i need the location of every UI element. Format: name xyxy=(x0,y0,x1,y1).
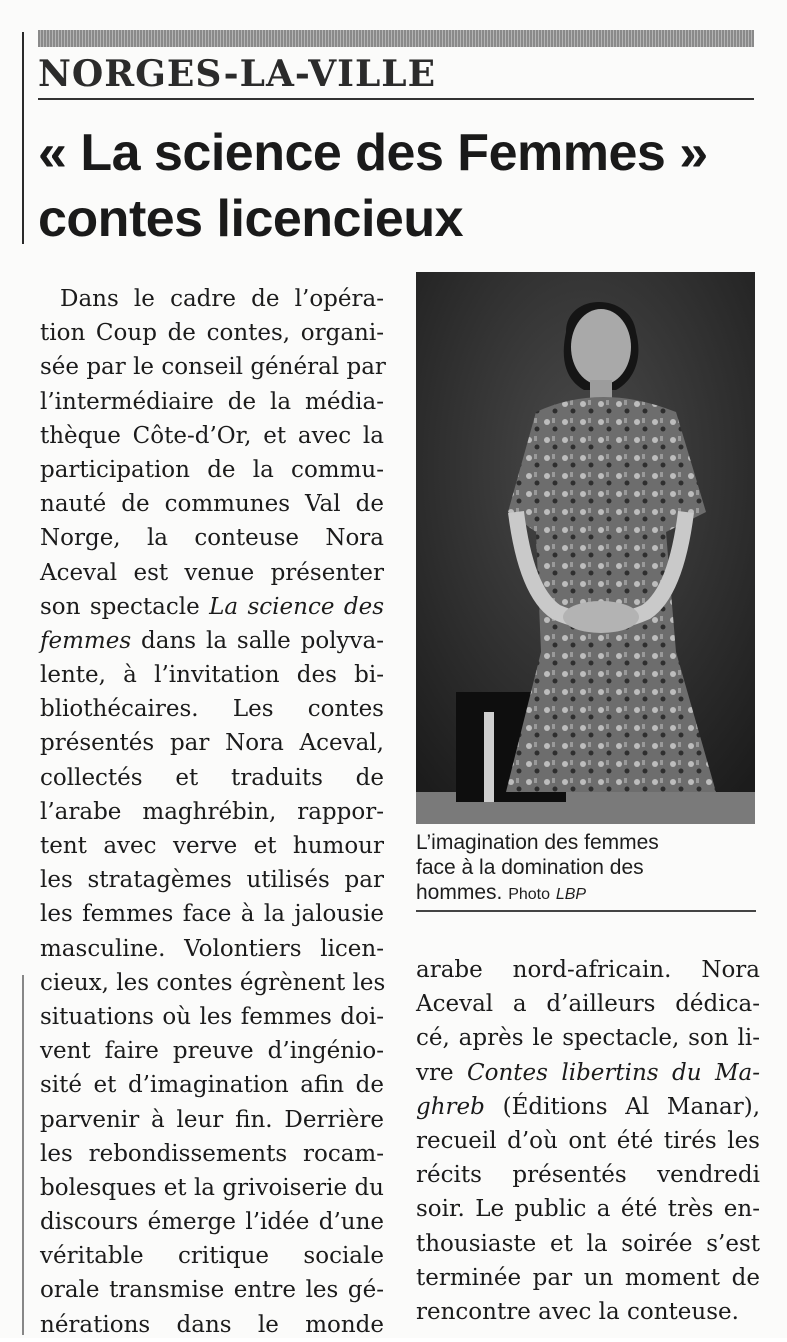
text-line: arabe nord-africain. Nora xyxy=(416,957,760,983)
text-line: Norge, la conteuse Nora xyxy=(40,525,384,552)
text-line: cé, après le spectacle, son li- xyxy=(416,1025,760,1052)
article-column-right xyxy=(416,953,760,1329)
text-line: collectés et traduits de xyxy=(40,764,384,791)
text-line: Dans le cadre de l’opéra- xyxy=(60,286,384,312)
text-run: dans la salle polyva- xyxy=(141,627,385,654)
photo-illustration xyxy=(416,272,755,824)
text-line: terminée par un moment de xyxy=(416,1264,760,1291)
text-line: lente, à l’invitation des bi- xyxy=(40,662,384,689)
book-title-end: ghreb xyxy=(416,1093,485,1120)
caption-line-2: face à la domination des xyxy=(416,856,644,879)
caption-line-3 xyxy=(416,880,756,907)
photo-storyteller xyxy=(416,272,755,824)
text-line: récits présentés vendredi xyxy=(416,1162,760,1189)
section-header-band xyxy=(38,30,754,47)
text-run: (Éditions Al Manar), xyxy=(502,1093,761,1120)
text-line: véritable critique sociale xyxy=(40,1243,384,1270)
text-line: recueil d’où ont été tirés les xyxy=(416,1127,760,1154)
text-line: orale transmise entre les gé- xyxy=(40,1277,384,1304)
spectacle-title: La science des xyxy=(209,593,384,620)
text-line: cieux, les contes égrènent les xyxy=(40,969,386,996)
text-line: tent avec verve et humour xyxy=(40,833,384,859)
section-divider xyxy=(38,98,754,100)
text-line: rencontre avec la conteuse. xyxy=(416,1298,739,1325)
text-line-mixed xyxy=(416,1056,760,1090)
text-line: l’arabe maghrébin, rappor- xyxy=(40,798,384,825)
article-column-left xyxy=(40,282,384,1342)
headline-line-2: contes licencieux xyxy=(38,190,464,248)
text-line: sée par le conseil général par xyxy=(40,354,386,381)
text-line: sité et d’imagination afin de xyxy=(40,1072,384,1099)
caption-divider xyxy=(416,910,756,912)
text-line: présentés par Nora Aceval, xyxy=(40,730,384,757)
text-line-mixed xyxy=(40,624,384,658)
headline xyxy=(38,120,778,252)
text-line: situations où les femmes doi- xyxy=(40,1003,384,1030)
text-line: l’intermédiaire de la média- xyxy=(40,388,384,415)
photo-credit-label: Photo xyxy=(508,886,551,903)
text-line: les rebondissements rocam- xyxy=(40,1140,384,1167)
text-line: tion Coup de contes, organi- xyxy=(40,320,384,347)
text-line: participation de la commu- xyxy=(40,456,384,483)
text-line: Aceval a d’ailleurs dédica- xyxy=(416,991,760,1018)
headline-line-1: « La science des Femmes » xyxy=(38,124,708,182)
text-line: thèque Côte-d’Or, et avec la xyxy=(40,422,384,449)
section-name: NORGES-LA-VILLE xyxy=(38,53,437,95)
text-line: vent faire preuve d’ingénio- xyxy=(40,1038,384,1065)
photo-caption xyxy=(416,830,756,907)
text-line: masculine. Volontiers licen- xyxy=(40,935,384,962)
text-line: Aceval est venue présenter xyxy=(40,559,384,586)
text-line: les femmes face à la jalousie xyxy=(40,901,384,928)
text-line: soir. Le public a été très en- xyxy=(416,1196,760,1223)
text-line-mixed xyxy=(416,1090,760,1124)
text-run: vre xyxy=(416,1059,454,1086)
margin-rule-lower xyxy=(22,975,24,1335)
book-title: Contes libertins du Ma- xyxy=(467,1059,760,1086)
margin-rule xyxy=(22,32,24,244)
text-line: nauté de communes Val de xyxy=(40,491,384,518)
text-line: thousiaste et la soirée s’est xyxy=(416,1230,760,1257)
spectacle-title-end: femmes xyxy=(40,627,132,654)
text-line: bliothécaires. Les contes xyxy=(40,696,384,723)
text-run: son spectacle xyxy=(40,593,200,620)
text-line: bolesques et la grivoiserie du xyxy=(40,1174,384,1201)
photo-credit: LBP xyxy=(555,886,587,903)
text-line: parvenir à leur fin. Derrière xyxy=(40,1106,384,1133)
text-line: discours émerge l’idée d’une xyxy=(40,1209,384,1236)
caption-line-1: L’imagination des femmes xyxy=(416,831,659,854)
text-line: nérations dans le monde xyxy=(40,1311,384,1338)
text-line: les stratagèmes utilisés par xyxy=(40,867,384,894)
text-line-mixed xyxy=(40,590,384,624)
caption-text: hommes. xyxy=(416,881,503,904)
